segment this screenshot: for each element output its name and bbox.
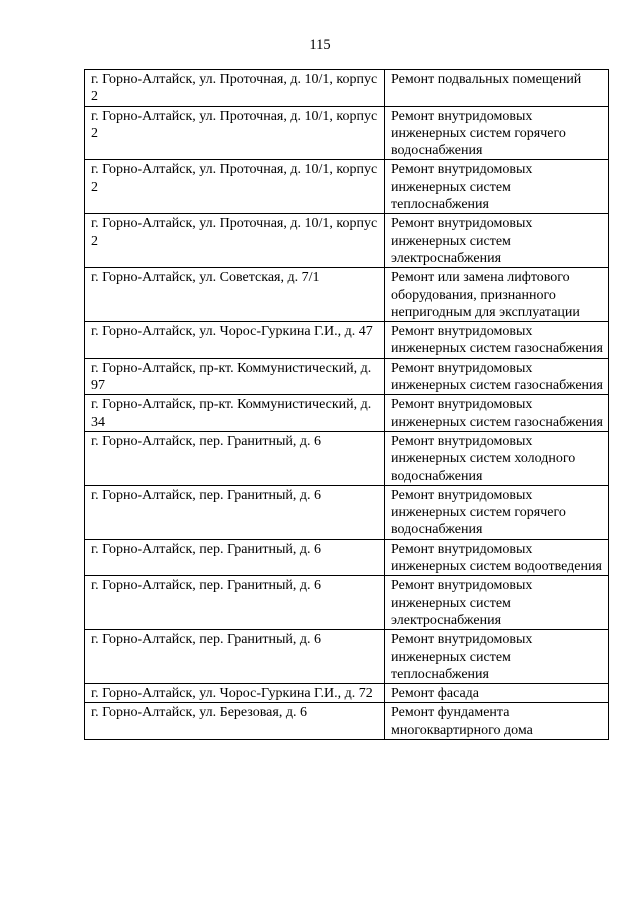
table-row bbox=[85, 70, 609, 107]
work-type-cell: Ремонт внутридомовых инженерных систем газоснабжения bbox=[385, 395, 609, 432]
work-type-cell: Ремонт или замена лифтового оборудования, признанного непригодным для эксплуатации bbox=[385, 268, 609, 322]
address-cell: г. Горно-Алтайск, пер. Гранитный, д. 6 bbox=[85, 431, 385, 485]
address-cell: г. Горно-Алтайск, ул. Чорос-Гуркина Г.И., д. 72 bbox=[85, 684, 385, 703]
table-row bbox=[85, 106, 609, 160]
work-type-cell: Ремонт подвальных помещений bbox=[385, 70, 609, 107]
work-type-cell: Ремонт внутридомовых инженерных систем горячего водоснабжения bbox=[385, 485, 609, 539]
address-cell: г. Горно-Алтайск, ул. Чорос-Гуркина Г.И., д. 47 bbox=[85, 322, 385, 359]
address-cell: г. Горно-Алтайск, пер. Гранитный, д. 6 bbox=[85, 539, 385, 576]
address-cell: г. Горно-Алтайск, пер. Гранитный, д. 6 bbox=[85, 630, 385, 684]
address-cell: г. Горно-Алтайск, пер. Гранитный, д. 6 bbox=[85, 576, 385, 630]
table-row bbox=[85, 322, 609, 359]
work-type-cell: Ремонт внутридомовых инженерных систем электроснабжения bbox=[385, 214, 609, 268]
work-type-cell: Ремонт внутридомовых инженерных систем газоснабжения bbox=[385, 358, 609, 395]
work-type-cell: Ремонт фундамента многоквартирного дома bbox=[385, 703, 609, 740]
table-row bbox=[85, 684, 609, 703]
work-type-cell: Ремонт внутридомовых инженерных систем газоснабжения bbox=[385, 322, 609, 359]
works-table bbox=[84, 69, 609, 740]
table-row bbox=[85, 268, 609, 322]
table-row bbox=[85, 576, 609, 630]
work-type-cell: Ремонт внутридомовых инженерных систем холодного водоснабжения bbox=[385, 431, 609, 485]
address-cell: г. Горно-Алтайск, ул. Проточная, д. 10/1, корпус 2 bbox=[85, 160, 385, 214]
address-cell: г. Горно-Алтайск, ул. Советская, д. 7/1 bbox=[85, 268, 385, 322]
page-number: 115 bbox=[309, 37, 331, 53]
table-row bbox=[85, 395, 609, 432]
works-table-body bbox=[85, 70, 609, 740]
table-row bbox=[85, 358, 609, 395]
work-type-cell: Ремонт внутридомовых инженерных систем водоотведения bbox=[385, 539, 609, 576]
work-type-cell: Ремонт внутридомовых инженерных систем теплоснабжения bbox=[385, 630, 609, 684]
table-row bbox=[85, 214, 609, 268]
table-row bbox=[85, 630, 609, 684]
address-cell: г. Горно-Алтайск, пр-кт. Коммунистический, д. 97 bbox=[85, 358, 385, 395]
table-row bbox=[85, 539, 609, 576]
address-cell: г. Горно-Алтайск, пер. Гранитный, д. 6 bbox=[85, 485, 385, 539]
work-type-cell: Ремонт внутридомовых инженерных систем горячего водоснабжения bbox=[385, 106, 609, 160]
address-cell: г. Горно-Алтайск, пр-кт. Коммунистический, д. 34 bbox=[85, 395, 385, 432]
work-type-cell: Ремонт внутридомовых инженерных систем теплоснабжения bbox=[385, 160, 609, 214]
address-cell: г. Горно-Алтайск, ул. Проточная, д. 10/1, корпус 2 bbox=[85, 70, 385, 107]
table-row bbox=[85, 160, 609, 214]
work-type-cell: Ремонт внутридомовых инженерных систем электроснабжения bbox=[385, 576, 609, 630]
address-cell: г. Горно-Алтайск, ул. Проточная, д. 10/1, корпус 2 bbox=[85, 214, 385, 268]
address-cell: г. Горно-Алтайск, ул. Проточная, д. 10/1, корпус 2 bbox=[85, 106, 385, 160]
table-row bbox=[85, 431, 609, 485]
work-type-cell: Ремонт фасада bbox=[385, 684, 609, 703]
address-cell: г. Горно-Алтайск, ул. Березовая, д. 6 bbox=[85, 703, 385, 740]
table-row bbox=[85, 703, 609, 740]
table-row bbox=[85, 485, 609, 539]
